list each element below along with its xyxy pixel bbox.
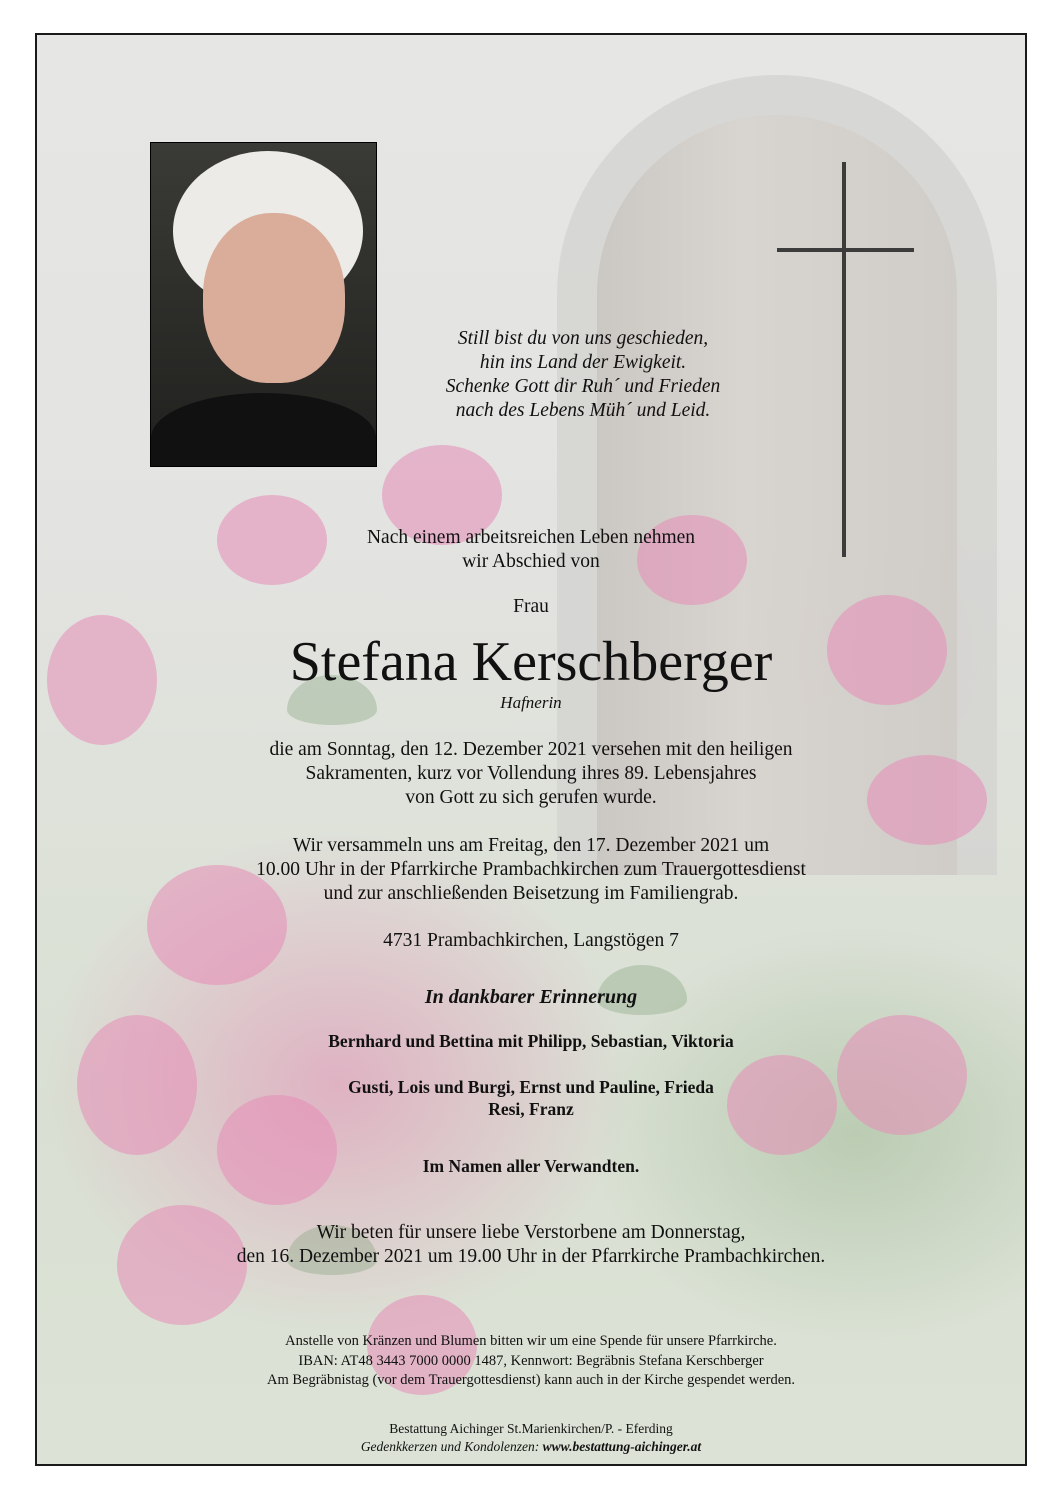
occupation: Hafnerin <box>500 693 562 712</box>
prayer-notice: Wir beten für unsere liebe Verstorbene am Donnerstag, den 16. Dezember 2021 um 19.00 Uhr in der Pfarrkirche Prambachkirchen. <box>236 1222 826 1267</box>
funeral-home-footer <box>35 1420 1027 1456</box>
address: 4731 Prambachkirchen, Langstögen 7 <box>383 930 679 951</box>
family-line-3: Im Namen aller Verwandten. <box>422 1156 640 1176</box>
condolence-label: Gedenkkerzen und Kondolenzen: <box>360 1439 540 1454</box>
family-line-2: Gusti, Lois und Burgi, Ernst und Pauline, Frieda Resi, Franz <box>348 1077 714 1119</box>
obituary-card <box>35 33 1027 1466</box>
service-notice: Wir versammeln uns am Freitag, den 17. Dezember 2021 um 10.00 Uhr in der Pfarrkirche Prambachkirchen zum Trauergottesdienst und zur anschließenden Beisetzung im Familiengrab. <box>256 835 806 904</box>
funeral-home-link[interactable]: www.bestattung-aichinger.at <box>542 1439 702 1454</box>
poem: Still bist du von uns geschieden, hin ins Land der Ewigkeit. Schenke Gott dir Ruh´ und Frieden nach des Lebens Müh´ und Leid. <box>445 328 721 421</box>
family-line-1: Bernhard und Bettina mit Philipp, Sebastian, Viktoria <box>328 1031 734 1051</box>
death-notice: die am Sonntag, den 12. Dezember 2021 versehen mit den heiligen Sakramenten, kurz vor Vollendung ihres 89. Lebensjahres von Gott zu sich gerufen wurde. <box>269 739 793 808</box>
portrait-photo <box>150 142 377 467</box>
funeral-home-name: Bestattung Aichinger St.Marienkirchen/P. - Eferding <box>389 1421 673 1436</box>
thanks-heading: In dankbarer Erinnerung <box>424 986 638 1008</box>
deceased-name: Stefana Kerschberger <box>289 631 773 693</box>
salutation: Frau <box>513 596 549 617</box>
cross-icon <box>842 162 846 557</box>
donation-notice: Anstelle von Kränzen und Blumen bitten wir um eine Spende für unsere Pfarrkirche. IBAN: AT48 3443 7000 0000 1487, Kennwort: Begräbnis Stefana Kerschberger Am Begräbnistag (vor dem Trauergottesdienst) kann auch in der Kirche gespendet werden. <box>266 1333 796 1388</box>
cross-icon-bar <box>777 248 914 252</box>
intro-text: Nach einem arbeitsreichen Leben nehmen wir Abschied von <box>366 527 696 572</box>
